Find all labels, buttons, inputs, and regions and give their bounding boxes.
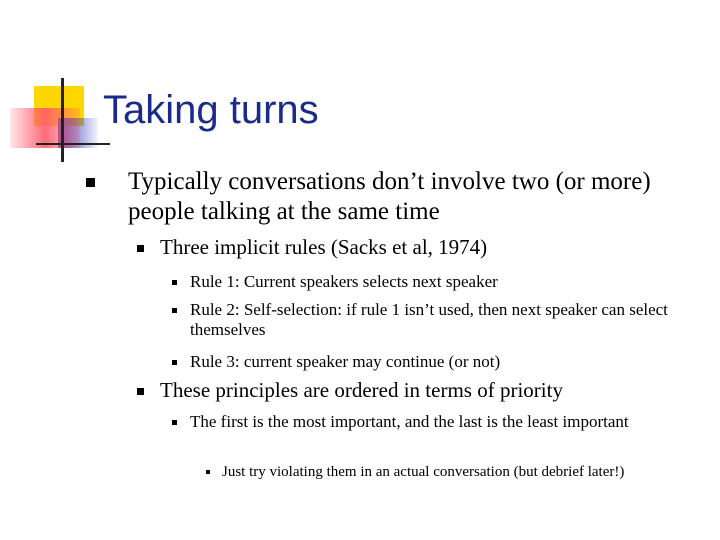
- bullet-square-icon: [206, 470, 210, 474]
- bullet-level4-try-violating: Just try violating them in an actual conversation (but debrief later!): [222, 464, 625, 480]
- bullet-level2-priority: These principles are ordered in terms of priority: [160, 378, 563, 402]
- title-decoration: [0, 0, 110, 170]
- bullet-level3-rule1: Rule 1: Current speakers selects next speaker: [190, 272, 498, 291]
- slide-title: Taking turns: [103, 88, 319, 132]
- bullet-square-icon: [172, 308, 177, 313]
- bullet-level3-rule2: Rule 2: Self-selection: if rule 1 isn’t used, then next speaker can select themselves: [190, 300, 668, 340]
- bullet-level3-rule3: Rule 3: current speaker may continue (or not): [190, 352, 501, 371]
- bullet-level3-first-most-important: The first is the most important, and the last is the least important: [190, 412, 629, 431]
- bullet-square-icon: [172, 360, 177, 365]
- bullet-square-icon: [172, 280, 177, 285]
- bullet-square-icon: [86, 178, 95, 187]
- bullet-level1-conversations: Typically conversations don’t involve two (or more) people talking at the same time: [128, 168, 651, 225]
- deco-horizontal-line: [36, 143, 110, 145]
- bullet-level2-implicit-rules: Three implicit rules (Sacks et al, 1974): [160, 235, 488, 259]
- deco-red-bar: [10, 108, 80, 148]
- bullet-square-icon: [137, 388, 144, 395]
- bullet-square-icon: [137, 245, 144, 252]
- bullet-square-icon: [172, 420, 177, 425]
- deco-vertical-line: [61, 78, 64, 162]
